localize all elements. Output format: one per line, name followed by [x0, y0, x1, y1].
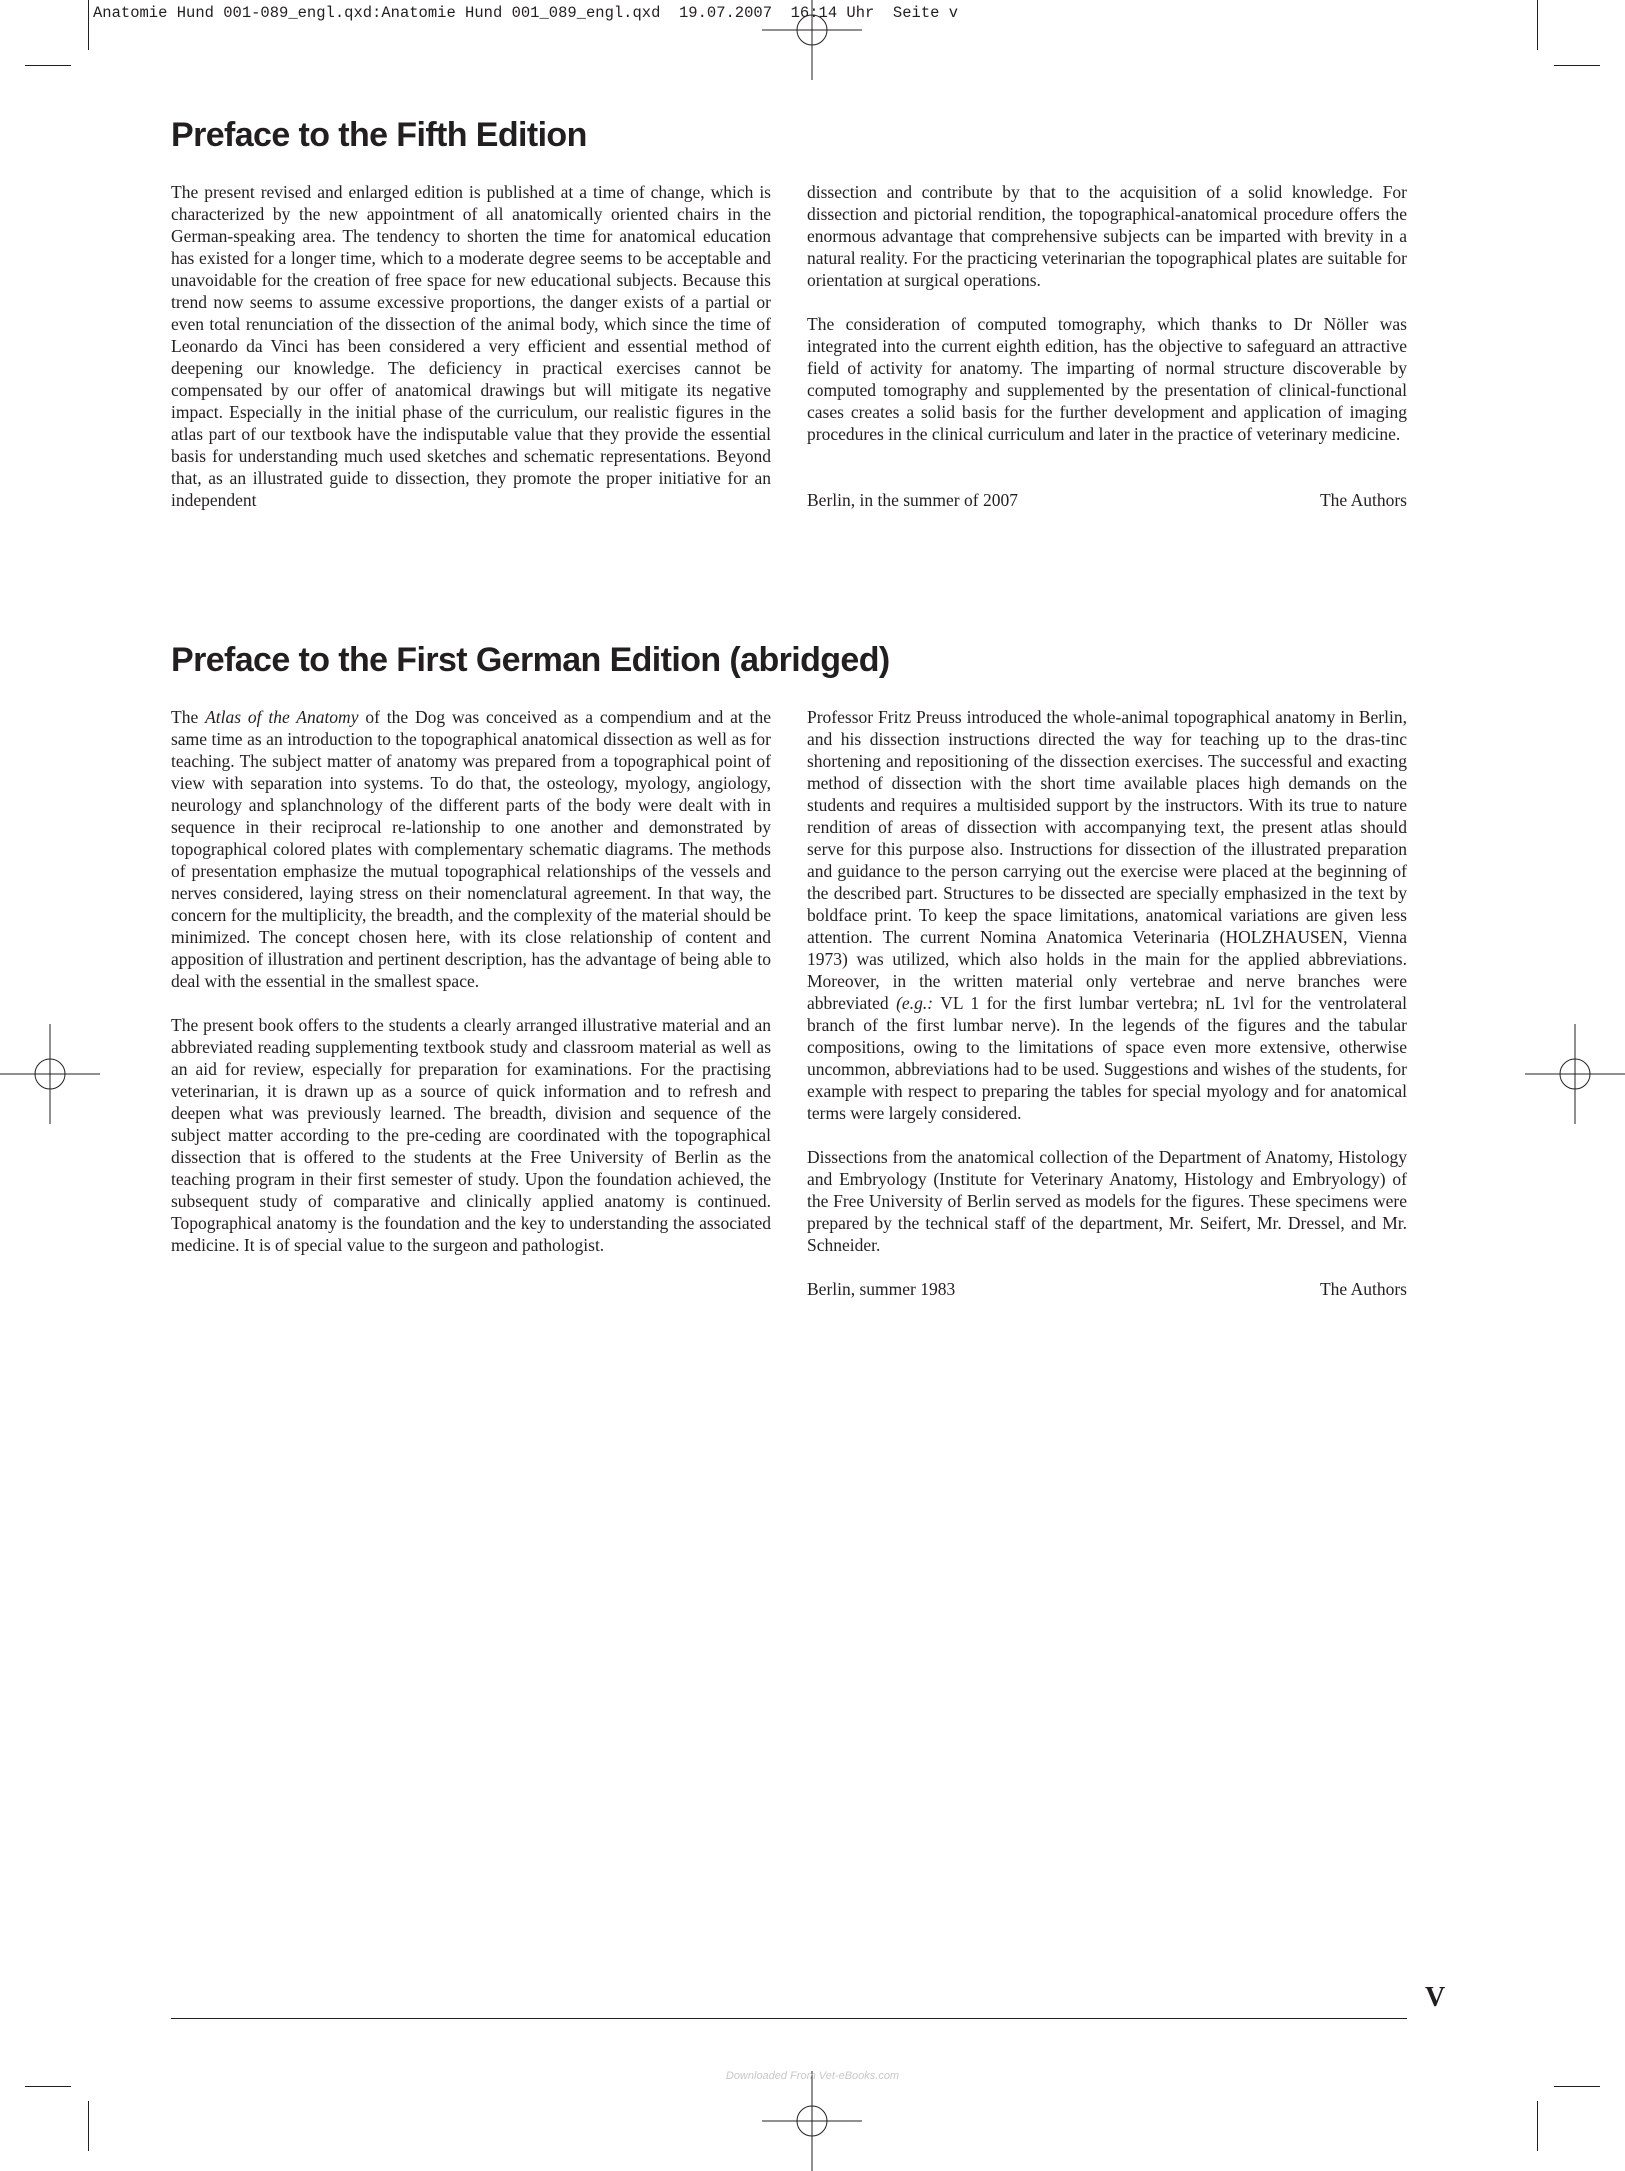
- paragraph: The Atlas of the Anatomy of the Dog was conceived as a compendium and at the same time as an introduction to the topographical anatomical dissection as well as for teaching. The subject matter of anatomy was prepared from a topographical point of view with separation into systems. To do that, the osteology, myology, angiology, neurology and splanchnology of the different parts of the body were dealt with in sequence in their reciprocal re-lationship to one another and demonstrated by topographical colored plates with complementary schematic diagrams. The methods of presentation emphasize the mutual topographical relationships of the vessels and nerves considered, laying stress on their nomenclatural agreement. In that way, the concern for the multiplicity, the breadth, and the complexity of the material should be minimized. The concept chosen here, with its close relationship of content and apposition of illustration and pertinent description, has the advantage of being able to deal with the essential in the smallest space.: [171, 707, 772, 991]
- fifth-edition-right-column: [807, 181, 1407, 511]
- crop-mark: [25, 65, 71, 66]
- paragraph: Professor Fritz Preuss introduced the whole-animal topographical anatomy in Berlin, and his dissection instructions directed the way for teaching up to the dras-tinc shortening and repositioning of the dissection exercises. The successful and exacting method of dissection with the short time available places high demands on the students and requires a multisided support by the instructors. With its true to nature rendition of areas of dissection with accompanying text, the present atlas should serve for this purpose also. Instructions for dissection of the illustrated preparation and guidance to the person carrying out the exercise were placed at the beginning of the described part. Structures to be dissected are specially emphasized in the text by boldface print. To keep the space limitations, anatomical variations are given less attention. The current Nomina Anatomica Veterinaria (HOLZHAUSEN, Vienna 1973) was utilized, which also holds in the main for the applied abbreviations. Moreover, in the written material only vertebrae and nerve branches were abbreviated (e.g.: VL 1 for the first lumbar vertebra; nL 1vl for the ventrolateral branch of the first lumbar nerve). In the legends of the figures and the tabular compositions, owing to the limitations of space even more extensive, otherwise uncommon, abbreviations had to be used. Suggestions and wishes of the students, for example with respect to preparing the tables for special myology and for anatomical terms were largely considered.: [807, 707, 1407, 1123]
- book-title: Atlas of the Anatomy: [205, 707, 359, 727]
- footer-rule: [171, 2018, 1407, 2019]
- registration-mark-icon: [1525, 1024, 1625, 1124]
- paragraph: The consideration of computed tomography, which thanks to Dr Nöller was integrated into the current eighth edition, has the objective to safeguard an attractive field of activity for anatomy. The imparting of normal structure discoverable by computed tomography and supplemented by the presentation of clinical-functional cases creates a solid basis for the further development and application of imaging procedures in the clinical curriculum and later in the practice of veterinary medicine.: [807, 314, 1407, 444]
- crop-mark: [1537, 2101, 1538, 2151]
- first-edition-right-column: [807, 706, 1407, 1300]
- slug-line: Anatomie Hund 001-089_engl.qxd:Anatomie Hund 001_089_engl.qxd 19.07.2007 16:14 Uhr Seite v: [93, 4, 959, 22]
- signature-authors: The Authors: [1319, 490, 1407, 510]
- signature-place: Berlin, summer 1983: [807, 1279, 956, 1299]
- watermark: Downloaded From Vet-eBooks.com: [725, 2070, 900, 2082]
- section-heading-first-german-edition: Preface to the First German Edition (abridged): [171, 641, 890, 679]
- crop-mark: [88, 2101, 89, 2151]
- registration-mark-icon: [762, 2071, 862, 2171]
- signature-authors: The Authors: [1319, 1279, 1407, 1299]
- fifth-edition-left-column: [171, 181, 771, 511]
- page-number: V: [1425, 1982, 1446, 2013]
- paragraph: dissection and contribute by that to the acquisition of a solid knowledge. For dissection and pictorial rendition, the topographical-anatomical procedure offers the enormous advantage that comprehensive subjects can be imparted with brevity in a natural reality. For the practicing veterinarian the topographical plates are suitable for orientation at surgical operations.: [807, 182, 1407, 290]
- registration-mark-icon: [762, 0, 862, 80]
- crop-mark: [1554, 2086, 1600, 2087]
- registration-mark-icon: [0, 1024, 100, 1124]
- paragraph: Dissections from the anatomical collection of the Department of Anatomy, Histology and Embryology (Institute for Veterinary Anatomy, Histology and Embryology) of the Free University of Berlin served as models for the figures. These specimens were prepared by the technical staff of the department, Mr. Seifert, Mr. Dressel, and Mr. Schneider.: [807, 1147, 1407, 1255]
- signature-line: [807, 1278, 1407, 1300]
- signature-place: Berlin, in the summer of 2007: [807, 490, 1018, 510]
- first-edition-left-column: [171, 706, 771, 1256]
- crop-mark: [25, 2086, 71, 2087]
- section-heading-fifth-edition: Preface to the Fifth Edition: [171, 116, 587, 154]
- crop-mark: [1554, 65, 1600, 66]
- paragraph: The present revised and enlarged edition is published at a time of change, which is characterized by the new appointment of all anatomically oriented chairs in the German-speaking area. The tendency to shorten the time for anatomical education has existed for a longer time, which to a moderate degree seems to be acceptable and unavoidable for the creation of free space for new educational subjects. Because this trend now seems to assume excessive proportions, the danger exists of a partial or even total renunciation of the dissection of the animal body, which since the time of Leonardo da Vinci has been considered a very efficient and essential method of deepening our knowledge. The deficiency in practical exercises cannot be compensated by our offer of anatomical drawings but will mitigate its negative impact. Especially in the initial phase of the curriculum, our realistic figures in the atlas part of our textbook have the indisputable value that they provide the essential basis for understanding much used sketches and schematic representations. Beyond that, as an illustrated guide to dissection, they promote the proper initiative for an independent: [171, 182, 771, 510]
- signature-line: [807, 489, 1407, 511]
- crop-mark: [1537, 0, 1538, 50]
- crop-mark: [88, 0, 89, 50]
- paragraph: The present book offers to the students a clearly arranged illustrative material and an abbreviated reading supplementing textbook study and classroom material as well as an aid for review, especially for preparation for examinations. For the practising veterinarian, it is drawn up as a source of quick information and to refresh and deepen what was previously learned. The breadth, division and sequence of the subject matter according to the pre-ceding are coordinated with the topographical dissection that is offered to the students at the Free University of Berlin as the teaching program in their first semester of study. Upon the foundation achieved, the subsequent study of comparative and clinically applied anatomy is continued. Topographical anatomy is the foundation and the key to understanding the associated medicine. It is of special value to the surgeon and pathologist.: [171, 1015, 771, 1255]
